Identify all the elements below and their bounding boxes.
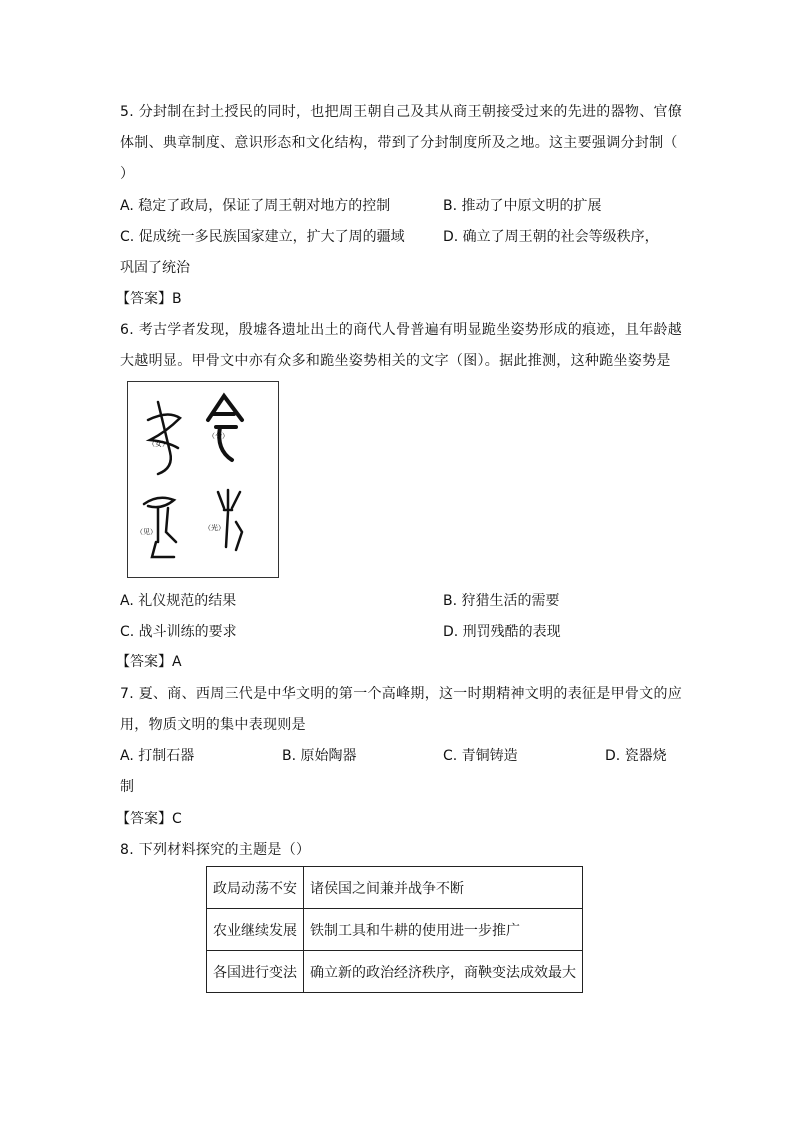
q5-option-d: D. 确立了周王朝的社会等级秩序， xyxy=(443,229,659,245)
table-cell: 各国进行变法 xyxy=(207,951,304,993)
q5-option-d-cont: 巩固了统治 xyxy=(120,260,190,276)
q5-line-1: 5. 分封制在封土授民的同时，也把周王朝自己及其从商王朝接受过来的先进的器物、官僚 xyxy=(120,104,683,120)
q5-answer: 【答案】B xyxy=(116,291,182,307)
label-guang: （光） xyxy=(204,524,225,532)
table-row xyxy=(207,909,583,951)
table-cell: 农业继续发展 xyxy=(207,909,304,951)
table-row xyxy=(207,867,583,909)
oracle-bone-characters xyxy=(128,382,277,576)
table-cell: 确立新的政治经济秩序，商鞅变法成效最大 xyxy=(304,951,583,993)
q7-option-d-cont: 制 xyxy=(120,779,134,795)
q8-line-1: 8. 下列材料探究的主题是（） xyxy=(120,842,311,858)
table-row xyxy=(207,951,583,993)
material-table xyxy=(206,866,583,993)
q7-option-a: A. 打制石器 xyxy=(120,748,195,764)
label-nv: （女） xyxy=(148,440,169,448)
q6-option-a: A. 礼仪规范的结果 xyxy=(120,593,237,609)
table-cell: 铁制工具和牛耕的使用进一步推广 xyxy=(304,909,583,951)
q6-answer: 【答案】A xyxy=(116,654,182,670)
q5-option-c: C. 促成统一多民族国家建立，扩大了周的疆域 xyxy=(120,229,405,245)
q5-option-a: A. 稳定了政局，保证了周王朝对地方的控制 xyxy=(120,198,391,214)
q7-line-2: 用，物质文明的集中表现则是 xyxy=(120,717,306,733)
label-ling: （令） xyxy=(208,432,229,440)
q6-line-2: 大越明显。甲骨文中亦有众多和跪坐姿势相关的文字（图）。据此推测，这种跪坐姿势是 xyxy=(120,353,671,369)
label-jian: （见） xyxy=(136,528,157,536)
q7-option-c: C. 青铜铸造 xyxy=(443,748,518,764)
q6-line-1: 6. 考古学者发现，殷墟各遗址出土的商代人骨普遍有明显跪坐姿势形成的痕迹，且年龄越 xyxy=(120,322,683,338)
q7-option-b: B. 原始陶器 xyxy=(282,748,357,764)
table-cell: 政局动荡不安 xyxy=(207,867,304,909)
q5-line-2: 体制、典章制度、意识形态和文化结构，带到了分封制度所及之地。这主要强调分封制（ xyxy=(120,135,678,151)
q6-option-b: B. 狩猎生活的需要 xyxy=(443,593,560,609)
q6-option-c: C. 战斗训练的要求 xyxy=(120,624,237,640)
q5-option-b: B. 推动了中原文明的扩展 xyxy=(443,198,602,214)
table-cell: 诸侯国之间兼并战争不断 xyxy=(304,867,583,909)
q5-line-3: ） xyxy=(120,166,135,182)
oracle-bone-figure xyxy=(127,381,279,578)
q7-line-1: 7. 夏、商、西周三代是中华文明的第一个高峰期，这一时期精神文明的表征是甲骨文的应 xyxy=(120,686,683,702)
q6-option-d: D. 刑罚残酷的表现 xyxy=(443,624,561,640)
q7-answer: 【答案】C xyxy=(116,811,182,827)
q7-option-d: D. 瓷器烧 xyxy=(605,748,667,764)
